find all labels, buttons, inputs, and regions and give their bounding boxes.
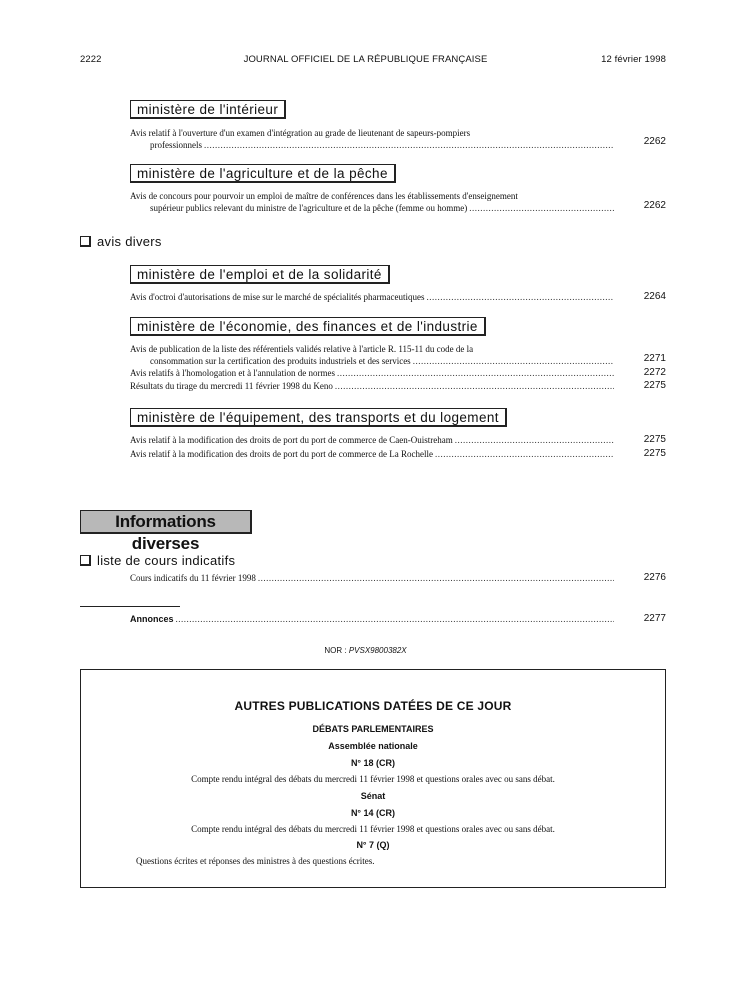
toc-entry-annonces[interactable] [130,613,614,625]
ministry-box-emploi: ministère de l'emploi et de la solidarité [130,265,390,284]
toc-entry[interactable] [130,434,614,446]
leader-dots [427,291,615,303]
nor-reference: NOR : PVSX9800382X [324,646,407,655]
page-ref: 2275 [643,380,666,391]
page-ref: 2277 [643,613,666,624]
page-ref: 2262 [643,200,666,211]
toc-entry[interactable] [130,190,614,214]
entry-text: Avis relatif à la modification des droits de port du port de commerce de La Rochelle [130,449,433,459]
entry-text: Avis relatifs à l'homologation et à l'annulation de normes [130,368,336,378]
leader-dots [469,203,614,213]
entry-text: Cours indicatifs du 11 février 1998 [130,573,256,583]
page-ref: 2271 [643,353,666,364]
leader-dots [335,380,614,392]
toc-entry[interactable] [130,572,614,584]
assemblee-heading: Assemblée nationale [328,741,418,751]
entry-text-cont: supérieur publics relevant du ministre de l'agriculture et de la pêche (femme ou homme) [150,203,468,213]
checkbox-icon [80,555,91,566]
leader-dots [455,434,614,446]
box-subtitle: DÉBATS PARLEMENTAIRES [312,724,434,734]
page-ref: 2272 [643,367,666,378]
toc-entry[interactable] [130,127,614,151]
section-heading-cours-indicatifs: liste de cours indicatifs [80,553,235,568]
journal-title: JOURNAL OFFICIEL DE LA RÉPUBLIQUE FRANÇAISE [243,54,488,65]
toc-entry[interactable] [130,448,614,460]
leader-dots [413,356,614,366]
toc-entry[interactable] [130,367,614,379]
checkbox-icon [80,236,91,247]
page-ref: 2264 [643,291,666,302]
senat-cr-number: N° 14 (CR) [350,808,396,818]
entry-text: Avis d'octroi d'autorisations de mise sur le marché de spécialités pharmaceutiques [130,292,425,302]
leader-dots [176,613,614,625]
senat-heading: Sénat [360,791,386,801]
section-heading-avis-divers: avis divers [80,234,162,249]
an-number: N° 18 (CR) [350,758,396,768]
ministry-box-interieur: ministère de l'intérieur [130,100,286,119]
entry-text: Résultats du tirage du mercredi 11 février 1998 du Keno [130,381,333,391]
page-number: 2222 [80,54,102,65]
page-ref: 2275 [643,448,666,459]
toc-entry[interactable] [130,291,614,303]
informations-diverses-banner: Informations diverses [80,510,252,534]
entry-text-cont: professionnels [150,140,202,150]
leader-dots [204,140,614,150]
leader-dots [337,367,614,379]
toc-entry[interactable] [130,343,614,367]
entry-text: Avis relatif à la modification des droits de port du port de commerce de Caen-Ouistreham [130,435,453,445]
entry-text-cont: consommation sur la certification des produits industriels et des services [150,356,411,366]
entry-text: Annonces [130,614,174,624]
ministry-box-agriculture: ministère de l'agriculture et de la pêche [130,164,396,183]
header-date: 12 février 1998 [601,54,666,65]
page-ref: 2262 [643,136,666,147]
ministry-box-equipement: ministère de l'équipement, des transports et du logement [130,408,507,427]
entry-text: Avis relatif à l'ouverture d'un examen d'intégration au grade de lieutenant de sapeurs-pompiers [130,128,471,138]
senat-q-description: Questions écrites et réponses des ministres à des questions écrites. [136,856,375,866]
entry-text: Avis de concours pour pourvoir un emploi de maître de conférences dans les établissements d'enseignement [130,191,518,201]
leader-dots [258,572,614,584]
page-ref: 2276 [643,572,666,583]
an-description: Compte rendu intégral des débats du mercredi 11 février 1998 et questions orales avec ou sans débat. [191,774,555,784]
page-ref: 2275 [643,434,666,445]
senat-q-number: N° 7 (Q) [356,840,390,850]
divider [80,606,180,607]
autres-publications-box [80,669,666,888]
senat-cr-description: Compte rendu intégral des débats du mercredi 11 février 1998 et questions orales avec ou sans débat. [191,824,555,834]
leader-dots [435,448,614,460]
ministry-box-economie: ministère de l'économie, des finances et de l'industrie [130,317,486,336]
toc-entry[interactable] [130,380,614,392]
box-title: AUTRES PUBLICATIONS DATÉES DE CE JOUR [234,699,512,713]
entry-text: Avis de publication de la liste des référentiels validés relative à l'article R. 115-11 du code de la [130,344,474,354]
